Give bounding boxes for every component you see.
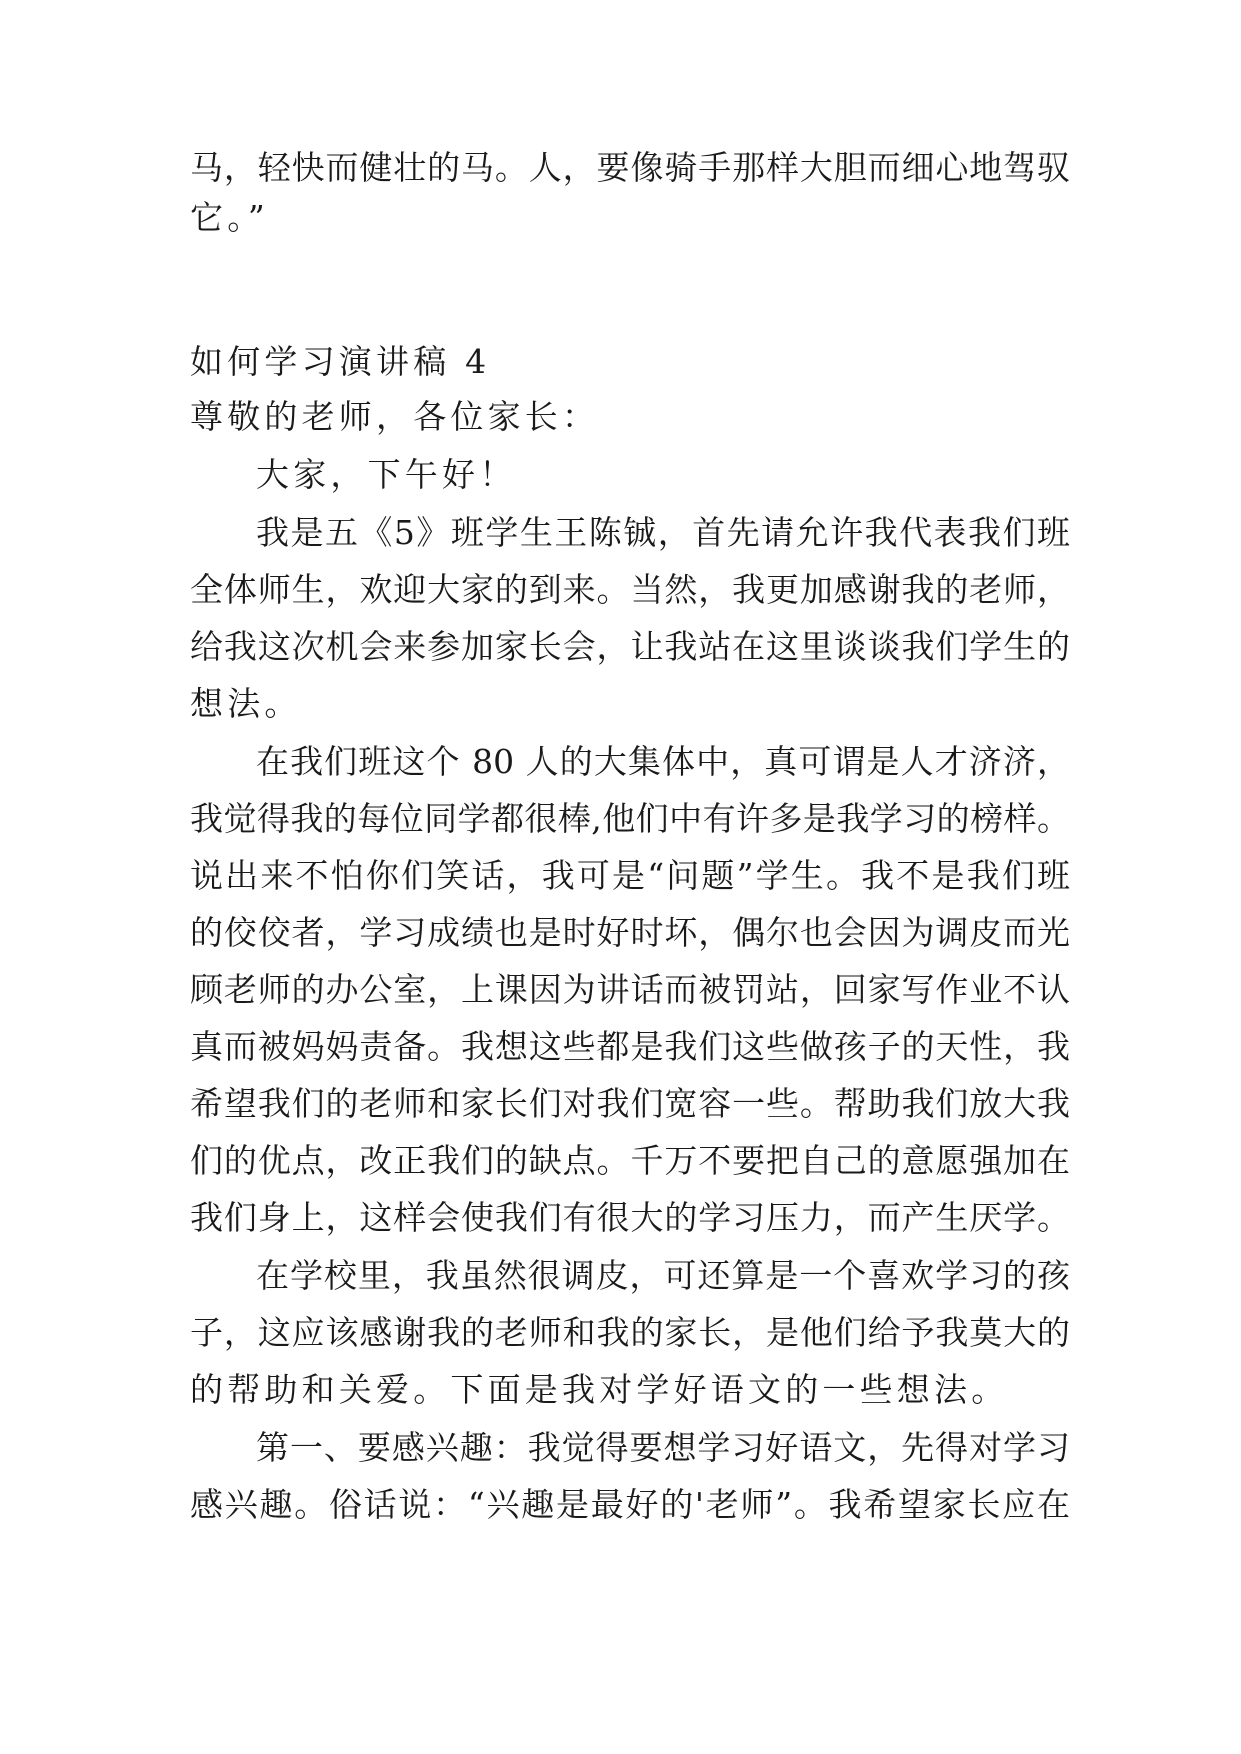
paragraph-line: 我觉得我的每位同学都很棒,他们中有许多是我学习的榜样。 [190, 799, 1070, 838]
paragraph-line: 希望我们的老师和家长们对我们宽容一些。帮助我们放大我 [190, 1084, 1070, 1123]
paragraph-line: 我们身上，这样会使我们有很大的学习压力，而产生厌学。 [190, 1198, 1070, 1237]
section-title: 如何学习演讲稿 4 [190, 342, 491, 381]
paragraph-line: 在学校里，我虽然很调皮，可还算是一个喜欢学习的孩 [256, 1256, 1070, 1295]
paragraph-line: 顾老师的办公室，上课因为讲话而被罚站，回家写作业不认 [190, 970, 1070, 1009]
text-line: 它。” [190, 198, 269, 237]
paragraph-line: 想法。 [190, 684, 302, 723]
paragraph-line: 子，这应该感谢我的老师和我的家长，是他们给予我莫大的 [190, 1313, 1070, 1352]
paragraph-line: 感兴趣。俗话说：“兴趣是最好的'老师”。我希望家长应在 [190, 1485, 1070, 1524]
paragraph-line: 全体师生，欢迎大家的到来。当然，我更加感谢我的老师， [190, 570, 1070, 609]
paragraph-line: 第一、要感兴趣：我觉得要想学习好语文，先得对学习 [256, 1428, 1070, 1467]
greeting: 大家，下午好！ [256, 455, 517, 494]
paragraph-line: 给我这次机会来参加家长会，让我站在这里谈谈我们学生的 [190, 627, 1070, 666]
paragraph-line: 在我们班这个 80 人的大集体中，真可谓是人才济济， [256, 742, 1070, 781]
paragraph-line: 的帮助和关爱。下面是我对学好语文的一些想法。 [190, 1370, 1009, 1409]
paragraph-line: 的佼佼者，学习成绩也是时好时坏，偶尔也会因为调皮而光 [190, 913, 1070, 952]
paragraph-line: 我是五《5》班学生王陈铖，首先请允许我代表我们班 [256, 513, 1070, 552]
paragraph-line: 真而被妈妈责备。我想这些都是我们这些做孩子的天性，我 [190, 1027, 1070, 1066]
text-line: 马，轻快而健壮的马。人，要像骑手那样大胆而细心地驾驭 [190, 148, 1070, 187]
salutation: 尊敬的老师，各位家长： [190, 397, 600, 436]
paragraph-line: 说出来不怕你们笑话，我可是“问题”学生。我不是我们班 [190, 856, 1070, 895]
paragraph-line: 们的优点，改正我们的缺点。千万不要把自己的意愿强加在 [190, 1141, 1070, 1180]
